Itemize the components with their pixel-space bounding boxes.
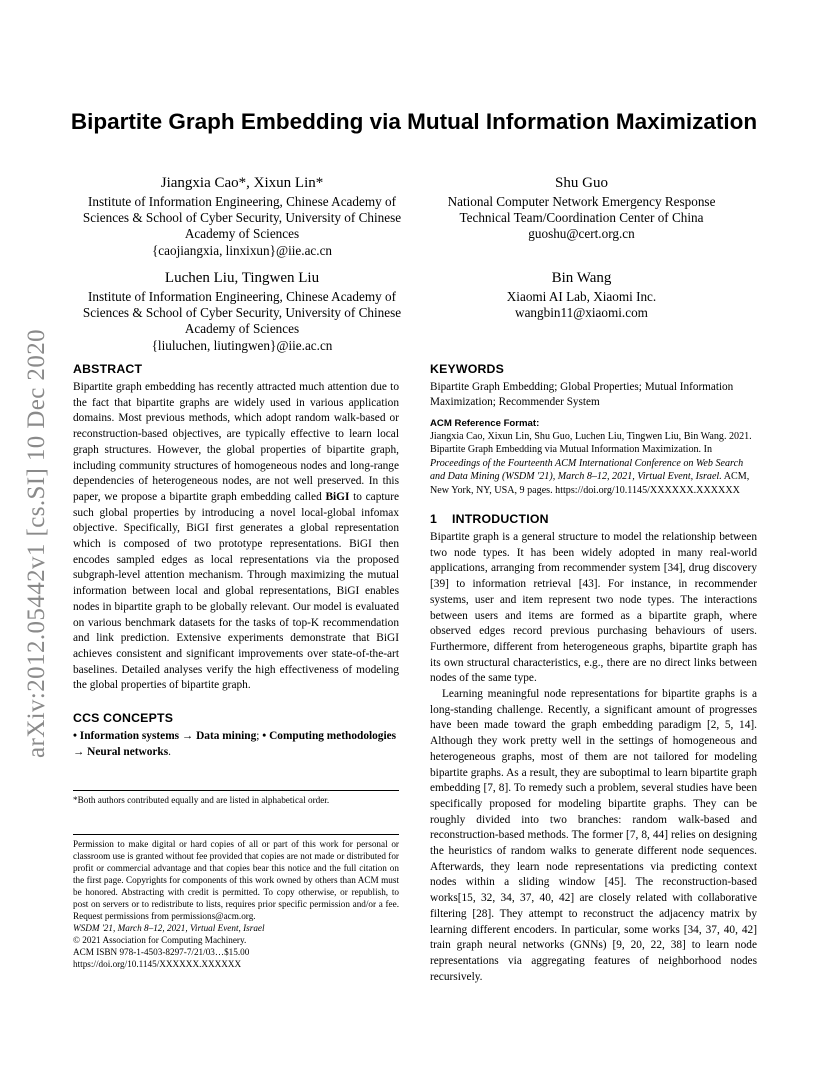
abstract-section (73, 361, 399, 694)
acm-reference-text: Jiangxia Cao, Xixun Lin, Shu Guo, Luchen Liu, Tingwen Liu, Bin Wang. 2021. Bipartite Graph Embedding via Mutual Information Maximization. In Proceedings of the Fourteenth ACM International Conference on Web Search and Data Mining (WSDM '21), March 8–12, 2021, Virtual Event, Israel. ACM, New York, NY, USA, 9 pages. https://doi.org/10.1145/XXXXXX.XXXXXX (430, 431, 752, 496)
author-block-1 (73, 173, 411, 259)
author-names: Jiangxia Cao*, Xixun Lin* (160, 175, 324, 191)
author-names: Luchen Liu, Tingwen Liu (164, 270, 320, 286)
author-affiliation: Institute of Information Engineering, Chinese Academy of Sciences & School of Cyber Security, University of Chinese Academy of Sciences (82, 194, 402, 242)
abstract-heading: ABSTRACT (73, 362, 143, 376)
keywords-section (430, 361, 757, 411)
copyright-line: © 2021 Association for Computing Machinery. (73, 935, 247, 945)
author-email: {liuluchen, liutingwen}@iie.ac.cn (151, 337, 333, 353)
acm-reference-heading: ACM Reference Format: (430, 418, 540, 429)
author-email: wangbin11@xiaomi.com (515, 305, 648, 321)
author-block-4 (434, 268, 729, 321)
keywords-text: Bipartite Graph Embedding; Global Properties; Mutual Information Maximization; Recommender System (430, 381, 734, 409)
abstract-text: Bipartite graph embedding has recently attracted much attention due to the fact that bipartite graphs are widely used in various application domains. Most previous methods, which adopt random walk-based or reconstruction-based objectives, are typically effective to learn local graph structures. However, the global properties of bipartite graph, including community structures of homogeneous nodes and long-range dependencies of heterogeneous nodes, are not well preserved. In this paper, we propose a bipartite graph embedding called BiGI to capture such global properties by introducing a novel local-global infomax objective. Specifically, BiGI first generates a global representation which is composed of two prototype representations. BiGI then encodes sampled edges as local representations via the proposed subgraph-level attention mechanism. Through maximizing the mutual information between local and global representations, BiGI enables nodes in bipartite graph to be globally relevant. Our model is evaluated on various benchmark datasets for the tasks of top-K recommendation and link prediction. Extensive experiments demonstrate that BiGI achieves consistent and significant improvements over state-of-the-art baselines. Detailed analyses verify the high effectiveness of modeling the global properties of bipartite graph. (73, 381, 400, 692)
venue-line: WSDM '21, March 8–12, 2021, Virtual Event, Israel (73, 923, 265, 933)
ccs-text: • Information systems → Data mining; • Computing methodologies → Neural networks. (73, 730, 397, 758)
author-affiliation: Xiaomi AI Lab, Xiaomi Inc. (506, 289, 657, 304)
model-name: BiGI (325, 490, 350, 503)
doi-link[interactable]: https://doi.org/10.1145/XXXXXX.XXXXXX (73, 959, 242, 969)
author-email: {caojiangxia, linxixun}@iie.ac.cn (151, 242, 333, 258)
author-names: Bin Wang (551, 270, 612, 286)
intro-paragraph-2: Learning meaningful node representations for bipartite graphs is a long-standing challenge. Recently, a significant amount of progresses have been made toward the graph embedding paradigm [2, 5, 14]. Although they work pretty well in the settings of homogeneous and heterogeneous graphs, most of them are not tailored for modeling bipartite graphs. As a result, they are suboptimal to learn bipartite graph embedding [7, 8]. To remedy such a problem, several studies have been specifically proposed for modeling bipartite graphs. They can be roughly divided into two branches: random walk-based and reconstruction-based methods. The former [7, 8, 44] relies on designing the heuristics of random walks to generate different node sequences. Afterwards, they learn node representations via predicting context nodes within a sliding window [45]. The reconstruction-based works[15, 32, 34, 37, 40, 42] are closely related with collaborative filtering [28]. They attempt to reconstruct the adjacency matrix by learning different encoders. In particular, some works [34, 37, 40, 42] train graph neural networks (GNNs) [9, 20, 22, 38] to learn node representations via aggregating features of neighborhood nodes recursively. (430, 688, 757, 983)
intro-paragraph-1: Bipartite graph is a general structure to model the relationship between two node types. It has been widely adopted in many real-world applications, arranging from recommender system [34], drug discovery [39] to information retrieval [43]. For instance, in recommender systems, user and item represent two node types. The interactions between users and items are formed as a bipartite graph, where observed edges record previous purchasing behaviours of users. Furthermore, different from heterogeneous graphs, bipartite graph has its own structural characteristics, e.g., there are no direct links between nodes of the same type. (430, 531, 757, 685)
permission-block (73, 838, 399, 970)
author-names: Shu Guo (555, 175, 608, 191)
acm-reference (430, 417, 757, 497)
permission-divider (73, 834, 399, 835)
author-affiliation: National Computer Network Emergency Response Technical Team/Coordination Center of China (447, 194, 716, 226)
author-block-2 (434, 173, 729, 243)
permission-text: Permission to make digital or hard copies of all or part of this work for personal or classroom use is granted without fee provided that copies are not made or distributed for profit or commercial advantage and that copies bear this notice and the full citation on the first page. Copyrights for components of this work owned by others than ACM must be honored. Abstracting with credit is permitted. To copy otherwise, or republish, to post on servers or to redistribute to lists, requires prior specific permission and/or a fee. Request permissions from permissions@acm.org. (73, 839, 399, 921)
author-email: guoshu@cert.org.cn (528, 226, 635, 242)
author-affiliation: Institute of Information Engineering, Chinese Academy of Sciences & School of Cyber Security, University of Chinese Academy of Sciences (82, 289, 402, 337)
footnote: *Both authors contributed equally and are listed in alphabetical order. (73, 795, 330, 805)
footnote-divider (73, 790, 399, 791)
introduction-heading: 1 INTRODUCTION (430, 512, 549, 526)
arxiv-identifier: arXiv:2012.05442v1 [cs.SI] 10 Dec 2020 (23, 328, 50, 758)
introduction-section (430, 511, 757, 985)
keywords-heading: KEYWORDS (430, 362, 505, 376)
ccs-section (73, 710, 399, 760)
paper-title: Bipartite Graph Embedding via Mutual Information Maximization (70, 109, 758, 134)
ccs-heading: CCS CONCEPTS (73, 711, 174, 725)
isbn-line: ACM ISBN 978-1-4503-8297-7/21/03…$15.00 (73, 947, 250, 957)
author-block-3 (73, 268, 411, 354)
